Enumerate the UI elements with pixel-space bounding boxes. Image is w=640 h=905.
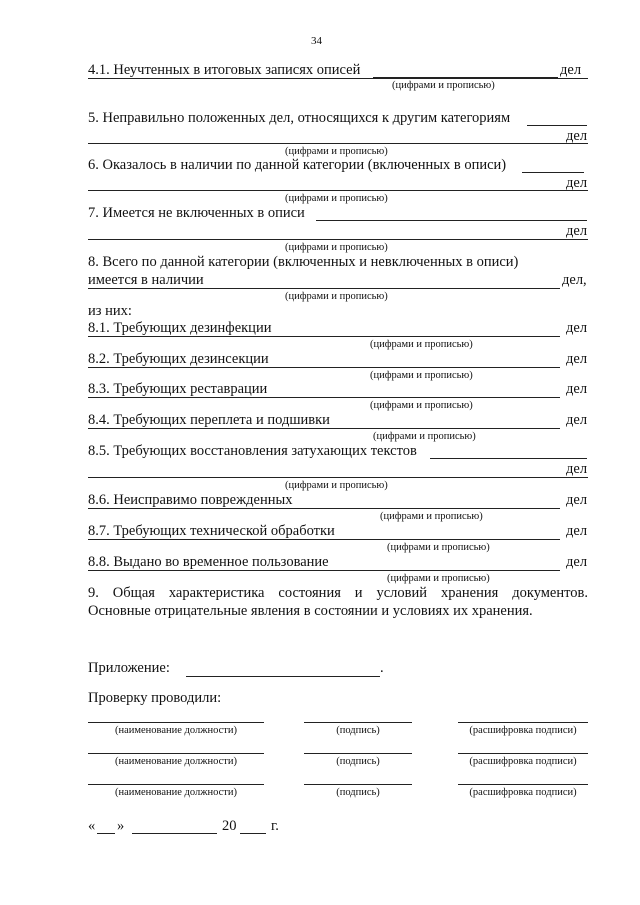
section-8-3-hint: (цифрами и прописью)	[370, 400, 473, 411]
of-them-label: из них:	[88, 303, 132, 319]
decoding-field-1[interactable]	[458, 722, 588, 723]
section-8-4-hint: (цифрами и прописью)	[373, 431, 476, 442]
section-6-unit: дел	[566, 175, 588, 191]
section-8-4-label: 8.4. Требующих переплета и подшивки	[88, 412, 330, 428]
section-6-line-1	[522, 172, 584, 173]
section-8-3-label: 8.3. Требующих реставрации	[88, 381, 268, 397]
section-4-1-label: 4.1. Неучтенных в итоговых записях описей	[88, 62, 361, 78]
section-6-label: 6. Оказалось в наличии по данной категории (включенных в описи)	[88, 157, 507, 173]
section-5-line-1	[527, 125, 587, 126]
section-5-unit: дел	[566, 128, 588, 144]
section-8-1-hint: (цифрами и прописью)	[370, 339, 473, 350]
section-8-label-line-1: 8. Всего по данной категории (включенных и невключенных в описи)	[88, 254, 519, 270]
section-8-7-unit: дел	[566, 523, 588, 539]
section-8-5-line-1	[430, 458, 587, 459]
section-6-line-2	[88, 190, 588, 191]
section-9-line-2: Основные отрицательные явления в состоянии и условиях их хранения.	[88, 603, 533, 619]
section-5-hint: (цифрами и прописью)	[285, 146, 388, 157]
inspectors-label: Проверку проводили:	[88, 690, 222, 706]
position-caption-3: (наименование должности)	[114, 787, 238, 798]
date-year-field[interactable]	[240, 833, 266, 834]
signature-caption-2: (подпись)	[336, 756, 380, 767]
position-field-3[interactable]	[88, 784, 264, 785]
date-year-prefix: 20	[222, 818, 237, 834]
section-8-2-hint: (цифрами и прописью)	[370, 370, 473, 381]
section-4-1-unit: дел	[560, 62, 582, 78]
position-field-2[interactable]	[88, 753, 264, 754]
section-8-4-unit: дел	[566, 412, 588, 428]
section-8-label-line-2: имеется в наличии	[88, 272, 204, 288]
position-caption-2: (наименование должности)	[114, 756, 238, 767]
section-8-unit: дел,	[562, 272, 587, 288]
appendix-label: Приложение:	[88, 660, 170, 676]
date-day-field[interactable]	[97, 833, 115, 834]
section-8-1-line	[88, 336, 560, 337]
section-8-6-unit: дел	[566, 492, 588, 508]
section-8-2-unit: дел	[566, 351, 588, 367]
section-4-1-hint: (цифрами и прописью)	[392, 80, 495, 91]
section-8-1-unit: дел	[566, 320, 588, 336]
section-8-7-hint: (цифрами и прописью)	[387, 542, 490, 553]
section-8-8-hint: (цифрами и прописью)	[387, 573, 490, 584]
section-8-5-line-2	[88, 477, 588, 478]
signature-field-1[interactable]	[304, 722, 412, 723]
signature-caption-3: (подпись)	[336, 787, 380, 798]
section-8-7-line	[88, 539, 560, 540]
section-7-hint: (цифрами и прописью)	[285, 242, 388, 253]
date-close-quote: »	[117, 818, 125, 834]
section-8-7-label: 8.7. Требующих технической обработки	[88, 523, 335, 539]
section-8-5-unit: дел	[566, 461, 588, 477]
date-open-quote: «	[88, 818, 96, 834]
page-number: 34	[311, 35, 322, 47]
section-8-3-line	[88, 397, 560, 398]
section-8-8-label: 8.8. Выдано во временное пользование	[88, 554, 329, 570]
section-9-line-1: 9. Общая характеристика состояния и условий хранения документов.	[88, 585, 588, 601]
section-4-1-underline	[88, 78, 588, 79]
section-8-6-hint: (цифрами и прописью)	[380, 511, 483, 522]
date-year-suffix: г.	[271, 818, 279, 834]
section-7-label: 7. Имеется не включенных в описи	[88, 205, 305, 221]
section-7-line-2	[88, 239, 588, 240]
decoding-field-3[interactable]	[458, 784, 588, 785]
section-8-4-line	[88, 428, 560, 429]
section-7-unit: дел	[566, 223, 588, 239]
section-8-2-label: 8.2. Требующих дезинсекции	[88, 351, 269, 367]
section-8-6-label: 8.6. Неисправимо поврежденных	[88, 492, 293, 508]
section-5-label: 5. Неправильно положенных дел, относящихся к другим категориям	[88, 110, 511, 126]
section-8-1-label: 8.1. Требующих дезинфекции	[88, 320, 272, 336]
section-8-6-line	[88, 508, 560, 509]
decoding-field-2[interactable]	[458, 753, 588, 754]
section-7-line-1	[316, 220, 587, 221]
position-caption-1: (наименование должности)	[114, 725, 238, 736]
date-month-field[interactable]	[132, 833, 217, 834]
section-8-2-line	[88, 367, 560, 368]
signature-field-2[interactable]	[304, 753, 412, 754]
decoding-caption-3: (расшифровка подписи)	[469, 787, 577, 798]
signature-field-3[interactable]	[304, 784, 412, 785]
section-8-8-line	[88, 570, 560, 571]
section-6-hint: (цифрами и прописью)	[285, 193, 388, 204]
signature-caption-1: (подпись)	[336, 725, 380, 736]
section-8-3-unit: дел	[566, 381, 588, 397]
section-8-8-unit: дел	[566, 554, 588, 570]
section-8-5-label: 8.5. Требующих восстановления затухающих текстов	[88, 443, 417, 459]
appendix-dot: .	[380, 660, 384, 676]
appendix-field[interactable]	[186, 676, 380, 677]
position-field-1[interactable]	[88, 722, 264, 723]
section-8-hint: (цифрами и прописью)	[285, 291, 388, 302]
decoding-caption-2: (расшифровка подписи)	[469, 756, 577, 767]
section-8-line	[88, 288, 560, 289]
section-8-5-hint: (цифрами и прописью)	[285, 480, 388, 491]
section-5-line-2	[88, 143, 588, 144]
decoding-caption-1: (расшифровка подписи)	[469, 725, 577, 736]
